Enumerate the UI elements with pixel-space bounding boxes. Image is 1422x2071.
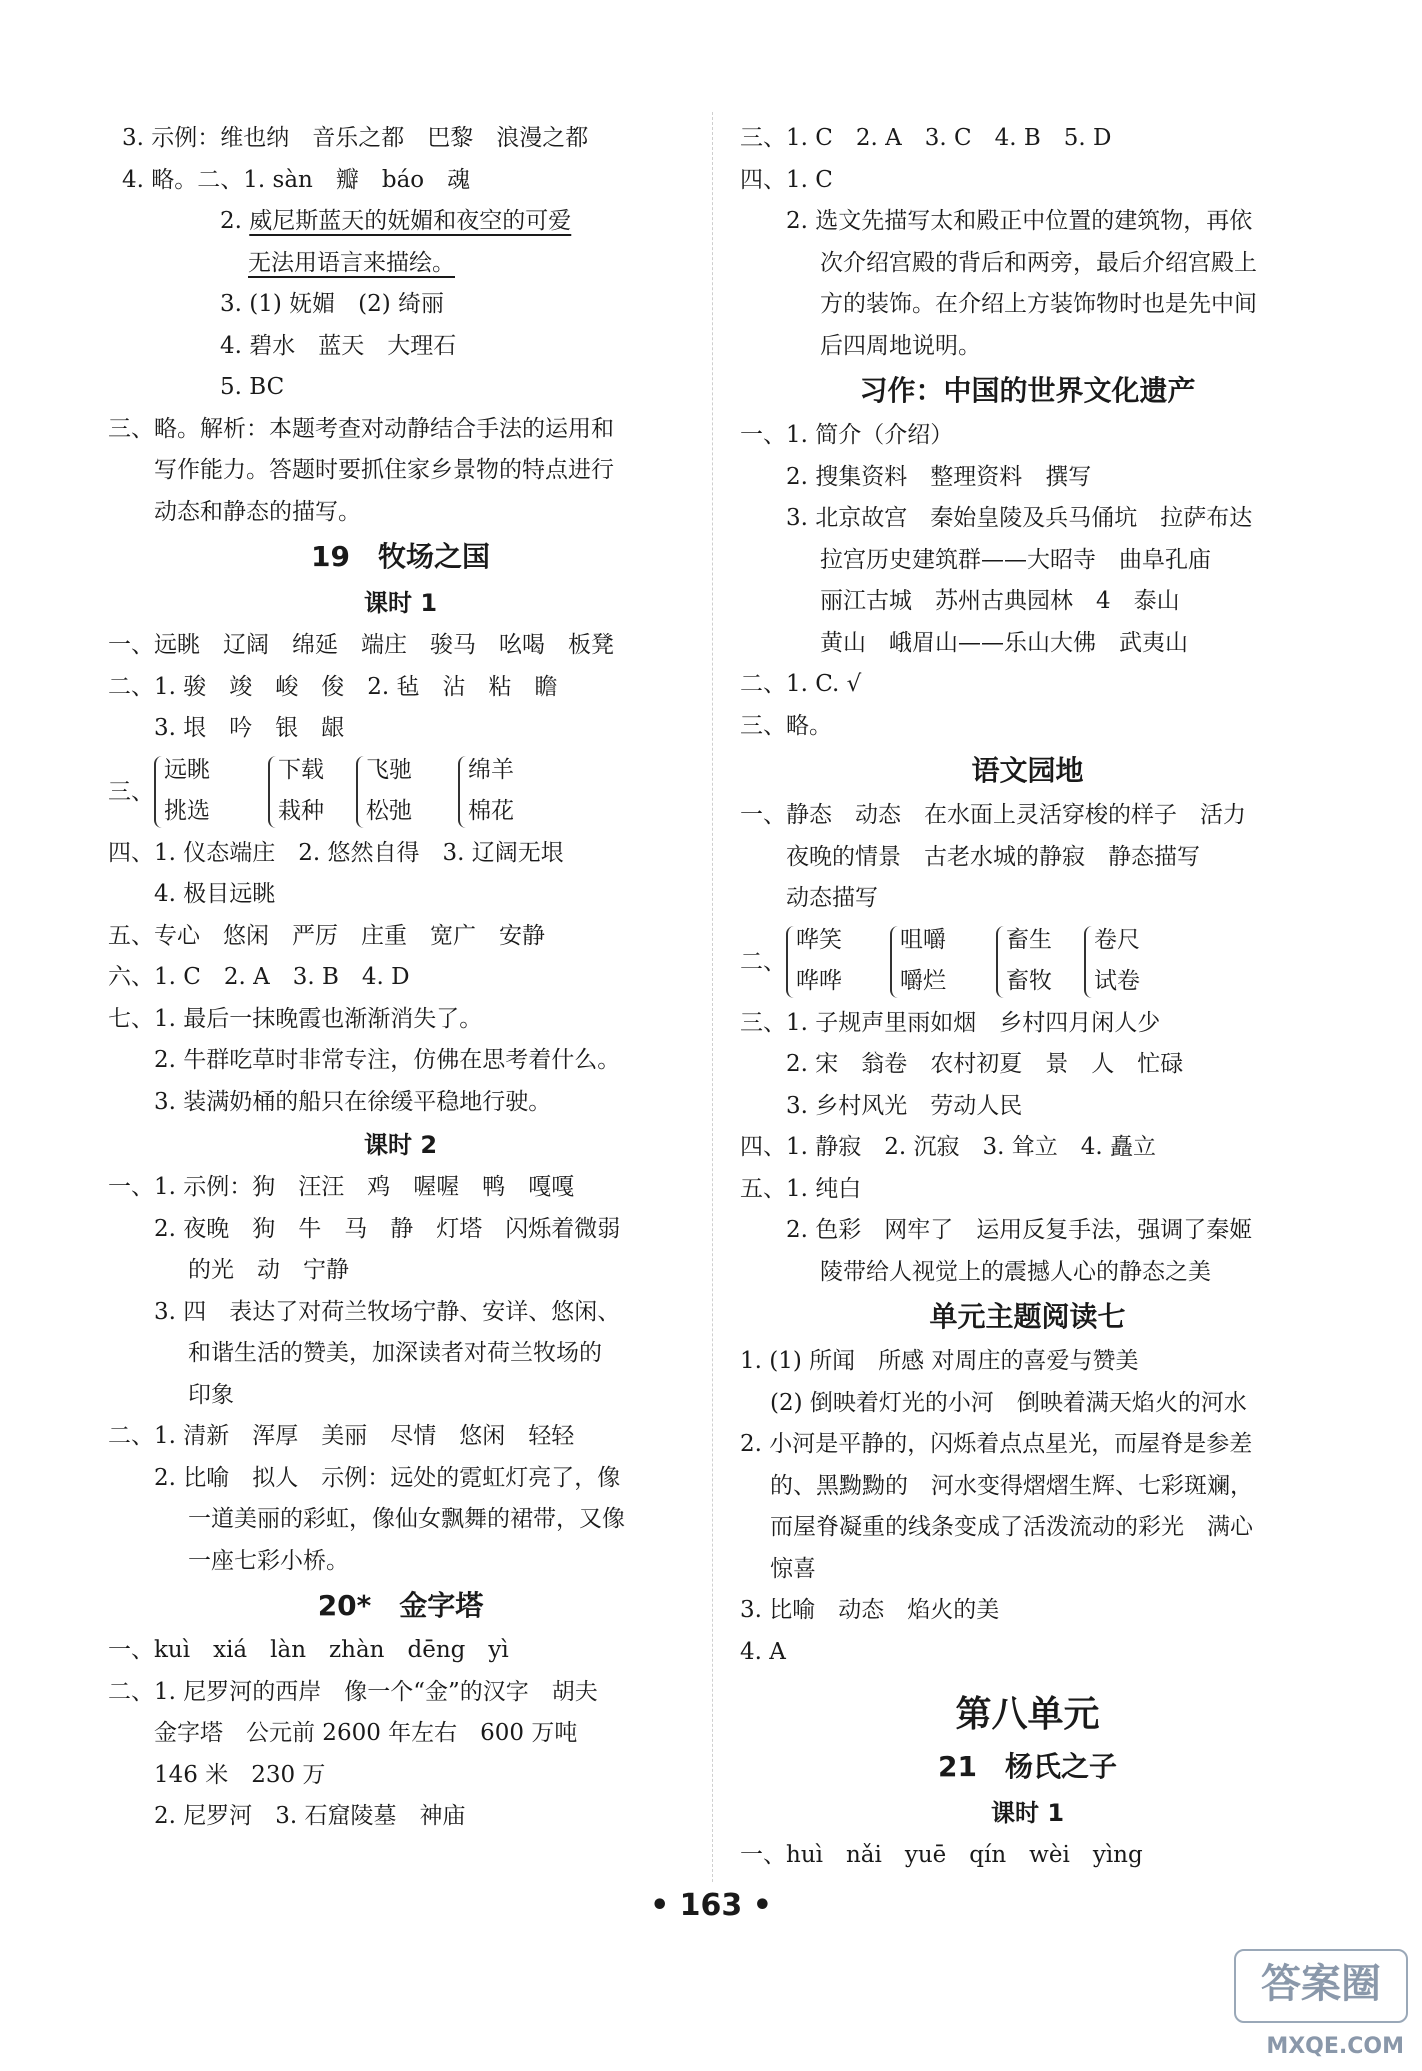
lesson-19-period-2: 课时 2 (363, 1131, 438, 1159)
text-line: 一道美丽的彩虹，像仙女飘舞的裙带，又像 (188, 1506, 625, 1532)
text-line: 一、1. 简介（介绍） (740, 422, 954, 448)
lesson-21-title: 21 杨氏之子 (938, 1750, 1117, 1783)
text-line: 一、huì nǎi yuē qín wèi yìng (740, 1842, 1143, 1868)
text-line: 和谐生活的赞美，加深读者对荷兰牧场的 (188, 1340, 602, 1366)
unit-reading-title: 单元主题阅读七 (929, 1300, 1126, 1333)
text-line: 夜晚的情景 古老水城的静寂 静态描写 (786, 843, 1200, 870)
text-line: 2. 尼罗河 3. 石窟陵墓 神庙 (154, 1803, 466, 1829)
text-line: 3. 比喻 动态 焰火的美 (740, 1597, 1000, 1623)
watermark-url: MXQE.COM (1266, 2034, 1404, 2059)
text-line: 五、1. 纯白 (740, 1175, 862, 1202)
brace-word-pairs: 二、 哗笑 哗哗 咀嚼 嚼烂 畜生 畜牧 卷尺 试卷 (740, 920, 1315, 1003)
writing-title: 习作：中国的世界文化遗产 (859, 374, 1196, 407)
text-line: 的、黑黝黝的 河水变得熠熠生辉、七彩斑斓， (770, 1472, 1253, 1499)
text-line: 二、1. 骏 竣 峻 俊 2. 毡 沾 粘 瞻 (108, 673, 558, 700)
text-line: 3. 示例：维也纳 音乐之都 巴黎 浪漫之都 (122, 125, 589, 151)
text-line: 而屋脊凝重的线条变成了活泼流动的彩光 满心 (770, 1514, 1253, 1540)
text-line: 次介绍宫殿的背后和两旁，最后介绍宫殿上 (820, 249, 1257, 276)
text-line: 4. 碧水 蓝天 大理石 (220, 332, 457, 359)
text-line: 2. 牛群吃草时非常专注，仿佛在思考着什么。 (154, 1047, 621, 1073)
text-line: 2. 搜集资料 整理资料 撰写 (786, 463, 1092, 490)
lesson-19-title: 19 牧场之国 (311, 540, 490, 573)
text-line: 无法用语言来描绘。 (248, 249, 455, 276)
text-line: 一座七彩小桥。 (188, 1547, 349, 1574)
text-line: 4. A (740, 1638, 786, 1665)
text-line: 2. 威尼斯蓝天的妩媚和夜空的可爱 (220, 208, 572, 234)
text-line: 3. 乡村风光 劳动人民 (786, 1092, 1023, 1119)
page-number: • 163 • (650, 1888, 772, 1923)
text-line: (2) 倒映着灯光的小河 倒映着满天焰火的河水 (770, 1389, 1247, 1416)
brace-word-pairs: 三、 远眺 挑选 下载 栽种 飞驰 松弛 绵羊 棉花 (108, 750, 693, 833)
text-line: 七、1. 最后一抹晚霞也渐渐消失了。 (108, 1005, 483, 1032)
text-line: 一、kuì xiá làn zhàn dēng yì (108, 1637, 509, 1663)
text-line: 一、静态 动态 在水面上灵活穿梭的样子 活力 (740, 802, 1246, 828)
text-line: 一、远眺 辽阔 绵延 端庄 骏马 吆喝 板凳 (108, 632, 614, 658)
text-line: 三、1. C 2. A 3. C 4. B 5. D (740, 125, 1112, 151)
text-line: 四、1. 仪态端庄 2. 悠然自得 3. 辽阔无垠 (108, 839, 564, 866)
text-line: 三、1. 子规声里雨如烟 乡村四月闲人少 (740, 1009, 1161, 1036)
text-line: 三、略。 (740, 712, 832, 739)
text-line: 印象 (188, 1381, 234, 1408)
text-line: 4. 略。二、1. sàn 瓣 báo 魂 (122, 166, 471, 193)
text-line: 5. BC (220, 374, 285, 400)
text-line: 三、略。解析：本题考查对动静结合手法的运用和 (108, 415, 614, 442)
text-line: 2. 小河是平静的，闪烁着点点星光，而屋脊是参差 (740, 1431, 1253, 1457)
text-line: 动态描写 (786, 885, 878, 911)
text-line: 3. 北京故宫 秦始皇陵及兵马俑坑 拉萨布达 (786, 505, 1253, 531)
text-line: 一、1. 示例：狗 汪汪 鸡 喔喔 鸭 嘎嘎 (108, 1174, 575, 1200)
unit-eight-title: 第八单元 (955, 1694, 1100, 1735)
lesson-20-title: 20* 金字塔 (317, 1589, 484, 1622)
watermark-logo: 答案圈 (1234, 1949, 1408, 2023)
language-garden-title: 语文园地 (971, 754, 1084, 787)
text-line: 2. 宋 翁卷 农村初夏 景 人 忙碌 (786, 1051, 1184, 1077)
text-line: 惊喜 (770, 1555, 816, 1582)
text-line: 拉宫历史建筑群——大昭寺 曲阜孔庙 (820, 546, 1211, 573)
text-line: 后四周地说明。 (820, 332, 981, 359)
text-line: 的光 动 宁静 (188, 1257, 349, 1283)
lesson-21-period-1: 课时 1 (990, 1799, 1065, 1827)
text-line: 二、1. 清新 浑厚 美丽 尽情 悠闲 轻轻 (108, 1423, 575, 1449)
text-line: 黄山 峨眉山——乐山大佛 武夷山 (820, 629, 1188, 656)
text-line: 2. 比喻 拟人 示例：远处的霓虹灯亮了，像 (154, 1464, 621, 1491)
column-divider (712, 112, 713, 1882)
text-line: 金字塔 公元前 2600 年左右 600 万吨 (154, 1720, 578, 1746)
text-line: 1. (1) 所闻 所感 对周庄的喜爱与赞美 (740, 1348, 1139, 1374)
text-line: 4. 极目远眺 (154, 881, 276, 907)
text-line: 丽江古城 苏州古典园林 4 泰山 (820, 588, 1180, 614)
text-line: 3. (1) 妩媚 (2) 绮丽 (220, 291, 445, 317)
text-line: 3. 四 表达了对荷兰牧场宁静、安详、悠闲、 (154, 1298, 621, 1325)
text-line: 五、专心 悠闲 严厉 庄重 宽广 安静 (108, 922, 545, 949)
watermark (1238, 1949, 1408, 2059)
text-line: 3. 装满奶桶的船只在徐缓平稳地行驶。 (154, 1088, 552, 1115)
text-line: 陵带给人视觉上的震撼人心的静态之美 (820, 1258, 1211, 1285)
text-line: 二、1. C. √ (740, 671, 862, 697)
text-line: 动态和静态的描写。 (154, 498, 361, 525)
right-column (740, 118, 1315, 1877)
text-line: 六、1. C 2. A 3. B 4. D (108, 964, 410, 990)
text-line: 写作能力。答题时要抓住家乡景物的特点进行 (154, 457, 614, 483)
text-line: 2. 色彩 网牢了 运用反复手法，强调了秦姬 (786, 1217, 1253, 1243)
text-line: 四、1. C (740, 166, 833, 193)
text-line: 146 米 230 万 (154, 1761, 326, 1788)
lesson-19-period-1: 课时 1 (363, 589, 438, 617)
text-line: 2. 夜晚 狗 牛 马 静 灯塔 闪烁着微弱 (154, 1215, 621, 1242)
text-line: 方的装饰。在介绍上方装饰物时也是先中间 (820, 291, 1257, 317)
text-line: 四、1. 静寂 2. 沉寂 3. 耸立 4. 矗立 (740, 1134, 1157, 1160)
text-line: 2. 选文先描写太和殿正中位置的建筑物，再依 (786, 208, 1253, 234)
text-line: 二、1. 尼罗河的西岸 像一个“金”的汉字 胡夫 (108, 1678, 598, 1705)
text-line: 3. 垠 吟 银 龈 (154, 715, 345, 741)
left-column (108, 118, 693, 1838)
